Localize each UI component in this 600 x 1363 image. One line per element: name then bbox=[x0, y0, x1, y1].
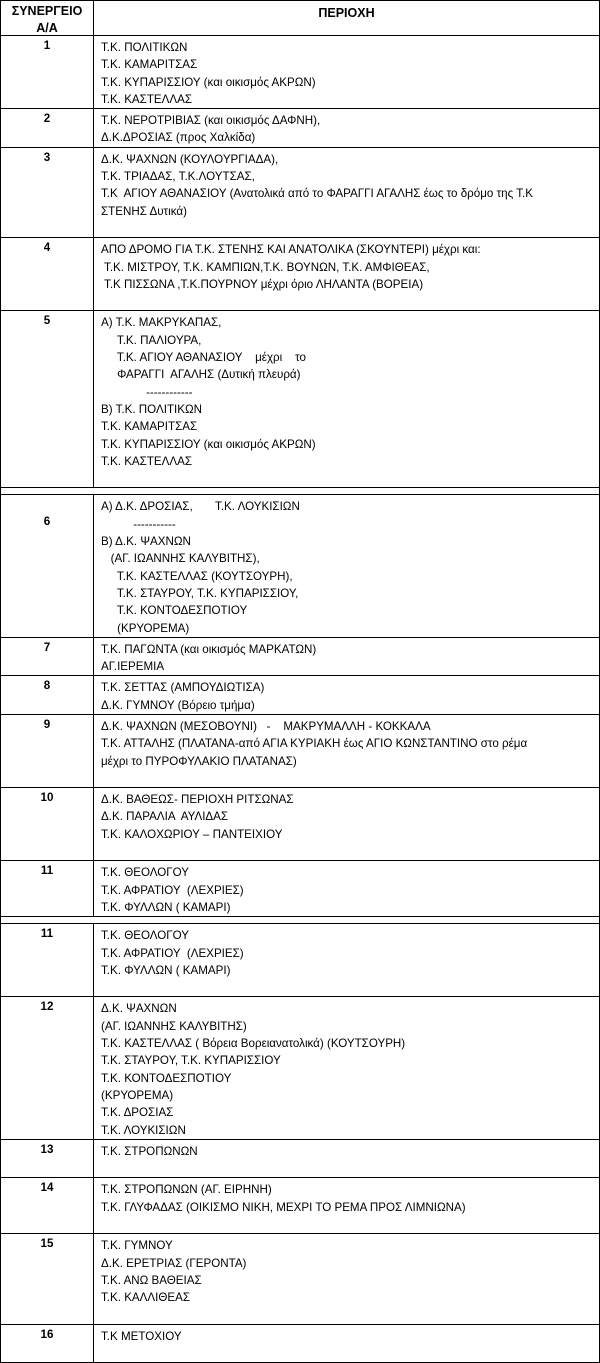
area-line: Δ.Κ. ΨΑΧΝΩΝ bbox=[101, 1002, 177, 1016]
area-line bbox=[101, 843, 599, 860]
area-line: Τ.Κ. ΚΑΛΟΧΩΡΙΟΥ – ΠΑΝΤΕΙΧΙΟΥ bbox=[101, 827, 283, 841]
area-line: ----------- bbox=[101, 517, 176, 531]
team-number: 12 bbox=[1, 997, 94, 1138]
area-line: Τ.Κ. ΚΟΝΤΟΔΕΣΠΟΤΙΟΥ bbox=[101, 604, 248, 618]
area-line bbox=[101, 1160, 599, 1177]
area-line: ΣΤΕΝΗΣ Δυτικά) bbox=[101, 204, 187, 218]
team-number: 14 bbox=[1, 1178, 94, 1233]
area-cell bbox=[94, 638, 599, 676]
area-cell bbox=[94, 1234, 599, 1323]
area-line: Δ.Κ. ΕΡΕΤΡΙΑΣ (ΓΕΡΟΝΤΑ) bbox=[101, 1256, 247, 1270]
area-line: Τ.Κ. ΓΥΜΝΟΥ bbox=[101, 1239, 173, 1253]
area-line: Τ.Κ. ΠΑΓΩΝΤΑ (και οικισμός ΜΑΡΚΑΤΩΝ) bbox=[101, 642, 317, 656]
area-line: Τ.Κ. ΚΑΣΤΕΛΛΑΣ (ΚΟΥΤΣΟΥΡΗ), bbox=[101, 569, 293, 583]
area-line: Τ.Κ. ΚΑΜΑΡΙΤΣΑΣ bbox=[101, 58, 198, 72]
area-cell bbox=[94, 1178, 599, 1233]
area-line: Τ.Κ. ΚΑΜΑΡΙΤΣΑΣ bbox=[101, 420, 198, 434]
row-separator bbox=[0, 917, 600, 924]
row-separator bbox=[0, 488, 600, 495]
area-cell bbox=[94, 788, 599, 860]
area-line: (ΚΡΥΟΡΕΜΑ) bbox=[101, 621, 190, 635]
area-cell bbox=[94, 715, 599, 787]
team-number: 1 bbox=[1, 36, 94, 108]
area-line: Τ.Κ. ΚΟΝΤΟΔΕΣΠΟΤΙΟΥ bbox=[101, 1071, 232, 1085]
table-row bbox=[0, 148, 600, 238]
table-row bbox=[0, 36, 600, 109]
team-number: 16 bbox=[1, 1325, 94, 1363]
header-team-line1: ΣΥΝΕΡΓΕΙΟ bbox=[11, 4, 83, 18]
area-line: (ΚΡΥΟΡΕΜΑ) bbox=[101, 1088, 174, 1102]
area-line: (ΑΓ. ΙΩΑΝΝΗΣ ΚΑΛΥΒΙΤΗΣ) bbox=[101, 1019, 247, 1033]
table-body bbox=[0, 36, 600, 1363]
area-line: Δ.Κ. ΠΑΡΑΛΙΑ ΑΥΛΙΔΑΣ bbox=[101, 810, 229, 824]
area-line: ΑΠΟ ΔΡΟΜΟ ΓΙΑ Τ.Κ. ΣΤΕΝΗΣ ΚΑΙ ΑΝΑΤΟΛΙΚΑ (ΣΚΟΥΝΤΕΡΙ) μέχρι και: bbox=[101, 243, 481, 257]
area-line: Τ.Κ. ΚΑΣΤΕΛΛΑΣ ( Βόρεια Βορειανατολικά) (ΚΟΥΤΣΟΥΡΗ) bbox=[101, 1037, 406, 1051]
area-cell bbox=[94, 238, 599, 310]
area-line: Τ.Κ. ΑΦΡΑΤΙΟΥ (ΛΕΧΡΙΕΣ) bbox=[101, 883, 244, 897]
table-row bbox=[0, 495, 600, 637]
area-line: Τ.Κ. ΚΑΣΤΕΛΛΑΣ bbox=[101, 454, 193, 468]
area-line: Τ.Κ. ΑΓΙΟΥ ΑΘΑΝΑΣΙΟΥ μέχρι το bbox=[101, 351, 306, 365]
table-row bbox=[0, 715, 600, 788]
area-line: Τ.Κ. ΝΕΡΟΤΡΙΒΙΑΣ (και οικισμός ΔΑΦΝΗ), bbox=[101, 114, 321, 128]
area-line bbox=[101, 1216, 599, 1233]
area-line: Τ.Κ. ΦΥΛΛΩΝ ( ΚΑΜΑΡΙ) bbox=[101, 963, 231, 977]
team-number: 11 bbox=[1, 861, 94, 916]
area-line: Τ.Κ. ΣΤΑΥΡΟΥ, Τ.Κ. ΚΥΠΑΡΙΣΣΙΟΥ, bbox=[101, 586, 299, 600]
area-line: (ΑΓ. ΙΩΑΝΝΗΣ ΚΑΛΥΒΙΤΗΣ), bbox=[101, 552, 260, 566]
area-line bbox=[101, 1345, 599, 1362]
area-line: Τ.Κ. ΘΕΟΛΟΓΟΥ bbox=[101, 866, 190, 880]
area-cell bbox=[94, 1325, 599, 1363]
area-line: Τ.Κ. ΚΑΣΤΕΛΛΑΣ bbox=[101, 92, 193, 106]
table-row bbox=[0, 924, 600, 997]
area-line bbox=[101, 979, 599, 996]
team-number: 7 bbox=[1, 638, 94, 676]
header-team-number bbox=[1, 1, 94, 35]
area-cell bbox=[94, 676, 599, 714]
area-line: Τ.Κ. ΦΥΛΛΩΝ ( ΚΑΜΑΡΙ) bbox=[101, 900, 231, 914]
area-line: Τ.Κ ΑΓΙΟΥ ΑΘΑΝΑΣΙΟΥ (Ανατολικά από το ΦΑΡΑΓΓΙ ΑΓΑΛΗΣ έως το δρόμο της Τ.Κ bbox=[101, 187, 533, 201]
area-line: Τ.Κ. ΓΛΥΦΑΔΑΣ (ΟΙΚΙΣΜΟ ΝΙΚΗ, ΜΕΧΡΙ ΤΟ ΡΕΜΑ ΠΡΟΣ ΛΙΜΝΙΩΝΑ) bbox=[101, 1200, 466, 1214]
table-row bbox=[0, 997, 600, 1139]
area-line: Τ.Κ. ΑΦΡΑΤΙΟΥ (ΛΕΧΡΙΕΣ) bbox=[101, 946, 244, 960]
table-row bbox=[0, 638, 600, 677]
area-line bbox=[101, 293, 599, 310]
area-line: Δ.Κ.ΔΡΟΣΙΑΣ (προς Χαλκίδα) bbox=[101, 131, 256, 145]
area-line: Δ.Κ. ΒΑΘΕΩΣ- ΠΕΡΙΟΧΗ ΡΙΤΣΩΝΑΣ bbox=[101, 793, 294, 807]
area-line: Τ.Κ. ΤΡΙΑΔΑΣ, Τ.Κ.ΛΟΥΤΣΑΣ, bbox=[101, 170, 255, 184]
team-number: 3 bbox=[1, 148, 94, 237]
area-cell bbox=[94, 924, 599, 996]
area-line bbox=[101, 770, 599, 787]
area-cell bbox=[94, 109, 599, 147]
table-row bbox=[0, 1140, 600, 1179]
area-line: Τ.Κ. ΘΕΟΛΟΓΟΥ bbox=[101, 929, 190, 943]
area-cell bbox=[94, 148, 599, 237]
table-row bbox=[0, 861, 600, 917]
area-line: Β) Δ.Κ. ΨΑΧΝΩΝ bbox=[101, 535, 191, 549]
area-line: Α) Δ.Κ. ΔΡΟΣΙΑΣ, Τ.Κ. ΛΟΥΚΙΣΙΩΝ bbox=[101, 500, 300, 514]
area-line: Τ.Κ. ΣΤΡΟΠΩΝΩΝ bbox=[101, 1144, 198, 1158]
area-line: Τ.Κ. ΜΙΣΤΡΟΥ, Τ.Κ. ΚΑΜΠΙΩΝ,Τ.Κ. ΒΟΥΝΩΝ, Τ.Κ. ΑΜΦΙΘΕΑΣ, bbox=[101, 260, 430, 274]
table-header bbox=[0, 0, 600, 36]
header-team-line2: Α/Α bbox=[36, 21, 58, 36]
area-line: Δ.Κ. ΨΑΧΝΩΝ (ΚΟΥΛΟΥΡΓΙΑΔΑ), bbox=[101, 152, 279, 166]
team-number: 4 bbox=[1, 238, 94, 310]
area-line: Τ.Κ. ΣΕΤΤΑΣ (ΑΜΠΟΥΔΙΩΤΙΣΑ) bbox=[101, 681, 265, 695]
area-line: Τ.Κ ΠΙΣΣΩΝΑ ,Τ.Κ.ΠΟΥΡΝΟΥ μέχρι όριο ΛΗΛΑΝΤΑ (ΒΟΡΕΙΑ) bbox=[101, 277, 424, 291]
table-row bbox=[0, 676, 600, 715]
area-cell bbox=[94, 36, 599, 108]
team-number: 15 bbox=[1, 1234, 94, 1323]
table-row bbox=[0, 311, 600, 488]
area-line: Τ.Κ. ΑΝΩ ΒΑΘΕΙΑΣ bbox=[101, 1273, 202, 1287]
area-line: Τ.Κ. ΠΑΛΙΟΥΡΑ, bbox=[101, 333, 202, 347]
area-line: Τ.Κ. ΛΟΥΚΙΣΙΩΝ bbox=[101, 1123, 186, 1137]
table-row bbox=[0, 238, 600, 311]
area-line: ------------ bbox=[101, 385, 193, 399]
area-cell bbox=[94, 1140, 599, 1178]
table-row bbox=[0, 1234, 600, 1324]
table-row bbox=[0, 1178, 600, 1234]
area-line: Τ.Κ. ΣΤΡΟΠΩΝΩΝ (ΑΓ. ΕΙΡΗΝΗ) bbox=[101, 1183, 272, 1197]
area-line: Τ.Κ. ΚΑΛΛΙΘΕΑΣ bbox=[101, 1291, 191, 1305]
area-line: Τ.Κ. ΔΡΟΣΙΑΣ bbox=[101, 1106, 174, 1120]
area-cell bbox=[94, 861, 599, 916]
team-number: 5 bbox=[1, 311, 94, 487]
team-number: 10 bbox=[1, 788, 94, 860]
area-line: Δ.Κ. ΓΥΜΝΟΥ (Βόρειο τμήμα) bbox=[101, 698, 255, 712]
team-number: 11 bbox=[1, 924, 94, 996]
team-number: 8 bbox=[1, 676, 94, 714]
area-line bbox=[101, 220, 599, 237]
team-number: 6 bbox=[1, 495, 94, 636]
area-line: Τ.Κ. ΠΟΛΙΤΙΚΩΝ bbox=[101, 41, 188, 54]
area-line: Τ.Κ. ΣΤΑΥΡΟΥ, Τ.Κ. ΚΥΠΑΡΙΣΣΙΟΥ bbox=[101, 1054, 281, 1068]
area-line bbox=[101, 470, 599, 487]
area-cell bbox=[94, 495, 599, 636]
area-line: Τ.Κ. ΚΥΠΑΡΙΣΣΙΟΥ (και οικισμός ΑΚΡΩΝ) bbox=[101, 75, 316, 89]
header-area: ΠΕΡΙΟΧΗ bbox=[318, 6, 375, 20]
area-line: Δ.Κ. ΨΑΧΝΩΝ (ΜΕΣΟΒΟΥΝΙ) - ΜΑΚΡΥΜΑΛΛΗ - ΚΟΚΚΑΛΑ bbox=[101, 719, 431, 733]
area-line: ΦΑΡΑΓΓΙ ΑΓΑΛΗΣ (Δυτική πλευρά) bbox=[101, 368, 301, 382]
team-number: 9 bbox=[1, 715, 94, 787]
table-row bbox=[0, 109, 600, 148]
area-line: Τ.Κ. ΑΤΤΑΛΗΣ (ΠΛΑΤΑΝΑ-από ΑΓΙΑ ΚΥΡΙΑΚΗ έως ΑΓΙΟ ΚΩΝΣΤΑΝΤΙΝΟ στο ρέμα bbox=[101, 737, 528, 751]
area-cell bbox=[94, 997, 599, 1138]
team-number: 2 bbox=[1, 109, 94, 147]
table-row bbox=[0, 788, 600, 861]
table-row bbox=[0, 1325, 600, 1363]
area-line: ΑΓ.ΙΕΡΕΜΙΑ bbox=[101, 660, 165, 674]
area-line: Τ.Κ ΜΕΤΟΧΙΟΥ bbox=[101, 1329, 182, 1343]
area-line: μέχρι το ΠΥΡΟΦΥΛΑΚΙΟ ΠΛΑΤΑΝΑΣ) bbox=[101, 754, 297, 768]
area-line: Β) Τ.Κ. ΠΟΛΙΤΙΚΩΝ bbox=[101, 402, 203, 416]
team-number: 13 bbox=[1, 1140, 94, 1178]
area-line: Τ.Κ. ΚΥΠΑΡΙΣΣΙΟΥ (και οικισμός ΑΚΡΩΝ) bbox=[101, 437, 316, 451]
area-line bbox=[101, 1306, 599, 1323]
area-line: Α) Τ.Κ. ΜΑΚΡΥΚΑΠΑΣ, bbox=[101, 316, 222, 330]
area-cell bbox=[94, 311, 599, 487]
